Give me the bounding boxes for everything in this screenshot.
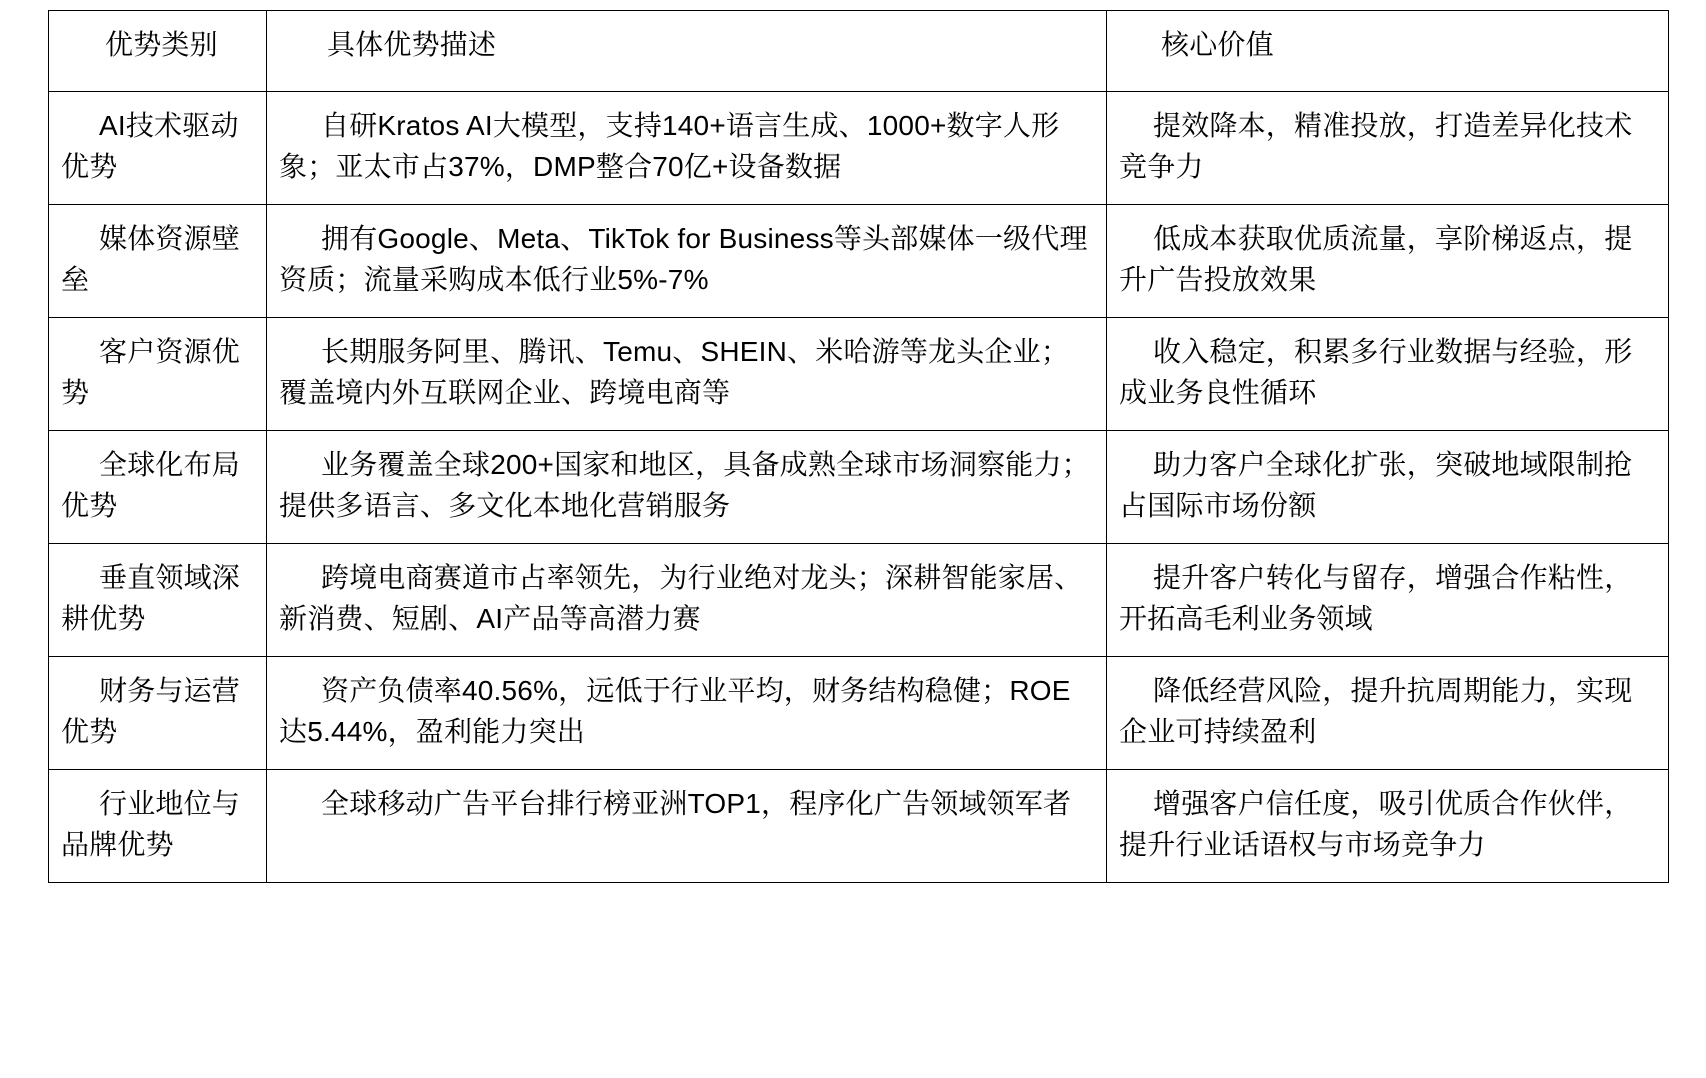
cell-description: 跨境电商赛道市占率领先，为行业绝对龙头；深耕智能家居、新消费、短剧、AI产品等高潜力赛 bbox=[267, 544, 1107, 657]
cell-value: 增强客户信任度，吸引优质合作伙伴，提升行业话语权与市场竞争力 bbox=[1107, 770, 1669, 883]
table-row bbox=[49, 318, 1669, 431]
cell-value: 降低经营风险，提升抗周期能力，实现企业可持续盈利 bbox=[1107, 657, 1669, 770]
table-row bbox=[49, 92, 1669, 205]
cell-description: 业务覆盖全球200+国家和地区，具备成熟全球市场洞察能力；提供多语言、多文化本地化营销服务 bbox=[267, 431, 1107, 544]
cell-category: 媒体资源壁垒 bbox=[49, 205, 267, 318]
cell-description: 自研Kratos AI大模型，支持140+语言生成、1000+数字人形象；亚太市占37%，DMP整合70亿+设备数据 bbox=[267, 92, 1107, 205]
cell-value: 助力客户全球化扩张，突破地域限制抢占国际市场份额 bbox=[1107, 431, 1669, 544]
cell-category: 行业地位与品牌优势 bbox=[49, 770, 267, 883]
cell-description: 资产负债率40.56%，远低于行业平均，财务结构稳健；ROE达5.44%，盈利能力突出 bbox=[267, 657, 1107, 770]
cell-category: 客户资源优势 bbox=[49, 318, 267, 431]
cell-value: 提效降本，精准投放，打造差异化技术竞争力 bbox=[1107, 92, 1669, 205]
column-header-description: 具体优势描述 bbox=[267, 11, 1107, 92]
cell-description: 拥有Google、Meta、TikTok for Business等头部媒体一级代理资质；流量采购成本低行业5%-7% bbox=[267, 205, 1107, 318]
table-row bbox=[49, 657, 1669, 770]
cell-description: 全球移动广告平台排行榜亚洲TOP1，程序化广告领域领军者 bbox=[267, 770, 1107, 883]
cell-category: 全球化布局优势 bbox=[49, 431, 267, 544]
cell-category: 财务与运营优势 bbox=[49, 657, 267, 770]
cell-category: 垂直领域深耕优势 bbox=[49, 544, 267, 657]
table-row bbox=[49, 544, 1669, 657]
cell-category: AI技术驱动优势 bbox=[49, 92, 267, 205]
column-header-value: 核心价值 bbox=[1107, 11, 1669, 92]
cell-value: 提升客户转化与留存，增强合作粘性，开拓高毛利业务领域 bbox=[1107, 544, 1669, 657]
table-row bbox=[49, 431, 1669, 544]
cell-value: 收入稳定，积累多行业数据与经验，形成业务良性循环 bbox=[1107, 318, 1669, 431]
cell-value: 低成本获取优质流量，享阶梯返点，提升广告投放效果 bbox=[1107, 205, 1669, 318]
column-header-category: 优势类别 bbox=[49, 11, 267, 92]
table-row bbox=[49, 770, 1669, 883]
table-header-row bbox=[49, 11, 1669, 92]
cell-description: 长期服务阿里、腾讯、Temu、SHEIN、米哈游等龙头企业；覆盖境内外互联网企业、跨境电商等 bbox=[267, 318, 1107, 431]
table-row bbox=[49, 205, 1669, 318]
competitive-advantage-table bbox=[48, 10, 1669, 883]
